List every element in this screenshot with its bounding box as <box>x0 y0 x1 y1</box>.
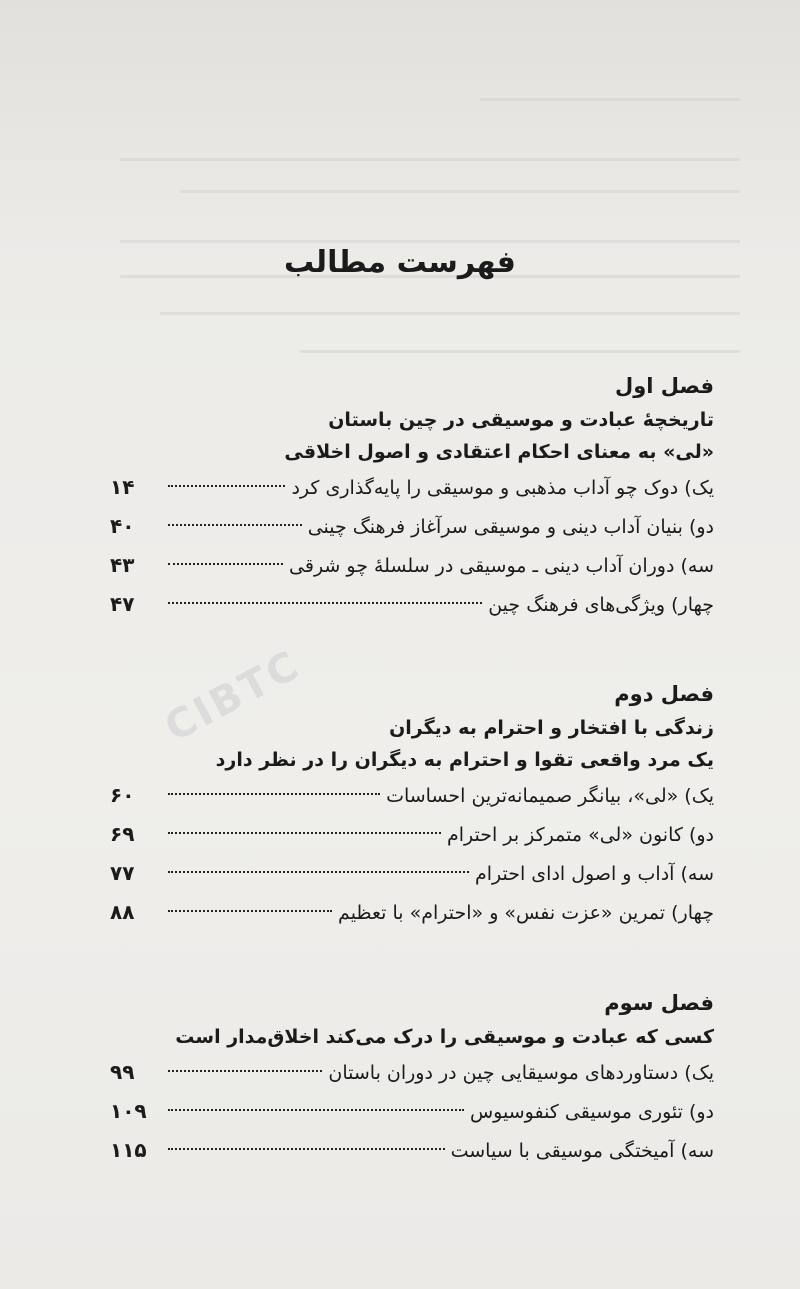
chapter-1 <box>110 368 714 624</box>
toc-entry[interactable] <box>110 468 714 507</box>
page-number: ۱۰۹ <box>110 1099 147 1123</box>
toc-entry[interactable] <box>110 1131 714 1170</box>
entry-text: یک) «لی»، بیانگر صمیمانه‌ترین احساسات <box>386 785 714 807</box>
bleed-through-line <box>120 158 740 161</box>
page-number: ۹۹ <box>110 1060 135 1084</box>
page-number: ۱۴ <box>110 475 135 499</box>
dot-leader <box>168 563 283 565</box>
dot-leader <box>168 793 380 795</box>
toc-entry[interactable] <box>110 1053 714 1092</box>
chapter-subtitle: زندگی با افتخار و احترام به دیگران <box>389 717 714 739</box>
dot-leader <box>168 1070 322 1072</box>
chapter-subtitle: کسی که عبادت و موسیقی را درک می‌کند اخلاق‌مدار است <box>175 1026 714 1048</box>
dot-leader <box>168 485 285 487</box>
bleed-through-line <box>120 240 740 243</box>
entry-text: یک) دستاوردهای موسیقایی چین در دوران باستان <box>328 1062 714 1084</box>
entry-text: سه) دوران آداب دینی ـ موسیقی در سلسلهٔ چو شرقی <box>289 555 714 577</box>
bleed-through-line <box>180 190 740 193</box>
chapter-subtitle: تاریخچهٔ عبادت و موسیقی در چین باستان <box>328 409 714 431</box>
entry-text: سه) آمیختگی موسیقی با سیاست <box>450 1140 714 1162</box>
dot-leader <box>168 1109 464 1111</box>
toc-entry[interactable] <box>110 776 714 815</box>
chapter-label: فصل سوم <box>604 991 714 1015</box>
chapter-3 <box>110 985 714 1170</box>
page-number: ۴۳ <box>110 553 135 577</box>
dot-leader <box>168 524 302 526</box>
chapter-label: فصل اول <box>615 374 714 398</box>
dot-leader <box>168 602 482 604</box>
page-number: ۴۷ <box>110 592 135 616</box>
entry-text: چهار) تمرین «عزت نفس» و «احترام» با تعظیم <box>338 902 714 924</box>
page-number: ۸۸ <box>110 900 135 924</box>
entry-text: دو) بنیان آداب دینی و موسیقی سرآغاز فرهنگ چینی <box>307 516 714 538</box>
dot-leader <box>168 832 441 834</box>
toc-entry[interactable] <box>110 893 714 932</box>
page-number: ۶۹ <box>110 822 135 846</box>
page-number: ۱۱۵ <box>110 1138 147 1162</box>
toc-entry[interactable] <box>110 507 714 546</box>
bleed-through-line <box>480 98 740 101</box>
entry-text: دو) تئوری موسیقی کنفوسیوس <box>469 1101 714 1123</box>
chapter-label: فصل دوم <box>614 682 714 706</box>
toc-entry[interactable] <box>110 854 714 893</box>
entry-text: سه) آداب و اصول ادای احترام <box>474 863 714 885</box>
bleed-through-line <box>160 312 740 315</box>
toc-entry[interactable] <box>110 546 714 585</box>
chapter-subtitle: یک مرد واقعی تقوا و احترام به دیگران را در نظر دارد <box>215 749 714 771</box>
toc-entry[interactable] <box>110 585 714 624</box>
page-number: ۷۷ <box>110 861 135 885</box>
entry-text: یک) دوک چو آداب مذهبی و موسیقی را پایه‌گذاری کرد <box>291 477 714 499</box>
dot-leader <box>168 871 469 873</box>
page-number: ۴۰ <box>110 514 135 538</box>
dot-leader <box>168 910 332 912</box>
entry-text: چهار) ویژگی‌های فرهنگ چین <box>488 594 714 616</box>
page-number: ۶۰ <box>110 783 135 807</box>
entry-text: دو) کانون «لی» متمرکز بر احترام <box>447 824 714 846</box>
toc-entry[interactable] <box>110 815 714 854</box>
watermark: CIBTC <box>157 641 309 752</box>
toc-entry[interactable] <box>110 1092 714 1131</box>
bleed-through-line <box>300 350 740 353</box>
dot-leader <box>168 1148 445 1150</box>
chapter-subtitle: «لی» به معنای احکام اعتقادی و اصول اخلاقی <box>284 441 714 463</box>
toc-title: فهرست مطالب <box>284 245 516 280</box>
chapter-2 <box>110 676 714 932</box>
